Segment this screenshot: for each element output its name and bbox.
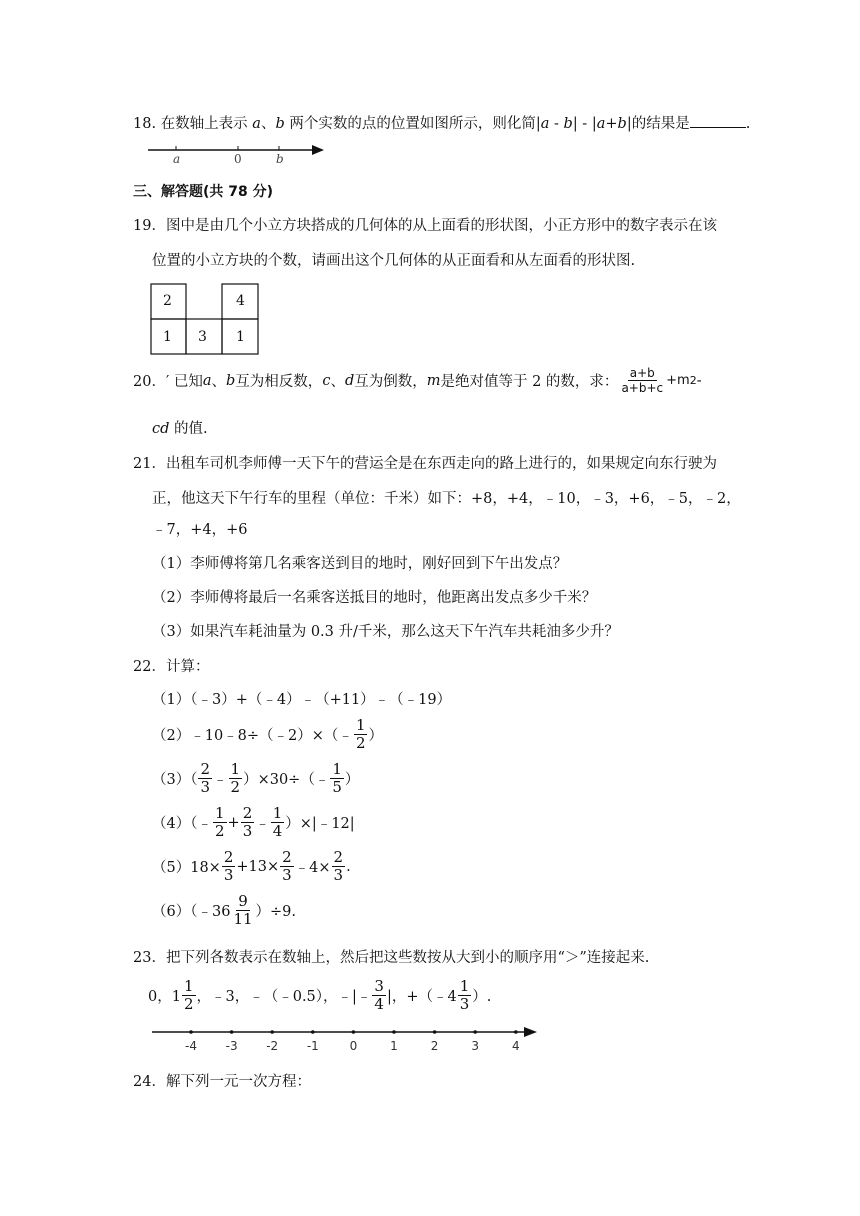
axis-tick: [270, 1030, 274, 1034]
question-18: 18. 在数轴上表示 a、b 两个实数的点的位置如图所示，则化简|a ‐ b| ‐ |a+b|的结果是 .: [133, 116, 751, 132]
axis-tick-label: -1: [306, 1039, 319, 1053]
axis-tick: [514, 1030, 518, 1034]
calc-3: （3）（ $\frac{2}{3}$ ﹣ $\frac{1}{2}$ ）×30÷（﹣ $\frac{1}{5}$ ）: [152, 760, 360, 796]
top-view-grid: [150, 283, 260, 355]
axis-tick-label: 0: [349, 1039, 358, 1053]
section-title: 三、解答题(共 78 分): [133, 184, 274, 200]
grid-cell-value: 1: [163, 329, 172, 345]
question-21-sub1: （1）李师傅将第几名乘客送到目的地时，刚好回到下午出发点？: [152, 556, 568, 572]
axis-tick: [392, 1030, 396, 1034]
number-line-ab: [146, 140, 326, 166]
axis-tick: [473, 1030, 477, 1034]
axis-tick: [230, 1030, 234, 1034]
fraction: $\frac{a+b}{a+b+c}$: [621, 366, 664, 395]
axis-tick-label: 3: [471, 1039, 480, 1053]
grid-cell-value: 3: [198, 329, 207, 345]
calc-4: （4）（﹣ $\frac{1}{2}$ + $\frac{2}{3}$ ﹣ $\frac{1}{4}$ ）×|﹣12|: [152, 804, 355, 840]
question-21-sub2: （2）李师傅将最后一名乘客送抵目的地时，他距离出发点多少千米？: [152, 590, 597, 606]
axis-label-a: a: [173, 152, 181, 166]
grid-cell-value: 1: [236, 329, 245, 345]
axis-tick-label: 2: [430, 1039, 439, 1053]
axis-tick-label: -2: [266, 1039, 279, 1053]
number-line-23: [150, 1022, 540, 1054]
question-23-numbers: 0，1 $\frac{1}{2}$ ，﹣3，﹣（﹣0.5），﹣|﹣ $\frac{3}{4}$ |，+（﹣4 $\frac{1}{3}$ ）.: [148, 977, 492, 1013]
axis-tick-label: -4: [185, 1039, 197, 1053]
question-20: 20．′ 已知 a 、 b 互为相反数， c 、 d 互为倒数， m 是绝对值等于 2 的数，求： $\frac{a+b}{a+b+c}$ +m 2 -: [133, 366, 702, 395]
question-19-line2: 位置的小立方块的个数，请画出这个几何体的从正面看和从左面看的形状图.: [152, 253, 636, 269]
grid-cell-value: 2: [163, 293, 172, 309]
calc-5: （5）18× $\frac{2}{3}$ +13× $\frac{2}{3}$ ﹣4× $\frac{2}{3}$ .: [152, 848, 351, 884]
grid-cell-value: 4: [236, 293, 245, 309]
axis-tick-label: 4: [511, 1039, 520, 1053]
question-22-title: 22．计算：: [133, 659, 210, 675]
question-21-sub3: （3）如果汽车耗油量为 0.3 升/千米，那么这天下午汽车共耗油多少升？: [152, 624, 619, 640]
answer-blank: [690, 115, 746, 128]
question-19-line1: 19．图中是由几个小立方块搭成的几何体的从上面看的形状图，小正方形中的数字表示在该: [133, 218, 717, 234]
axis-label-b: b: [276, 152, 284, 166]
question-21-line2: 正，他这天下午行车的里程（单位：千米）如下：+8，+4，﹣10，﹣3，+6，﹣5，﹣2，: [152, 491, 741, 507]
question-24-title: 24．解下列一元一次方程：: [133, 1074, 311, 1090]
axis-tick: [433, 1030, 437, 1034]
axis-tick-label: 1: [390, 1039, 398, 1053]
question-21-line3: ﹣7，+4，+6: [152, 522, 248, 538]
question-21-line1: 21．出租车司机李师傅一天下午的营运全是在东西走向的路上进行的，如果规定向东行驶为: [133, 456, 717, 472]
axis-label-0: 0: [234, 152, 242, 166]
axis-tick: [311, 1030, 315, 1034]
calc-6: （6）（﹣36 $\frac{9}{11}$ ）÷9.: [152, 892, 297, 928]
axis-tick: [352, 1030, 356, 1034]
calc-1: （1）（﹣3）+（﹣4）﹣（+11）﹣（﹣19）: [152, 692, 452, 708]
axis-tick: [189, 1030, 193, 1034]
calc-2: （2）﹣10﹣8÷（﹣2）×（﹣ $\frac{1}{2}$ ）: [152, 716, 383, 752]
axis-tick-label: -3: [225, 1039, 238, 1053]
question-23-line1: 23．把下列各数表示在数轴上，然后把这些数按从大到小的顺序用“＞”连接起来.: [133, 950, 650, 966]
question-20-line2: cd 的值.: [152, 421, 208, 437]
